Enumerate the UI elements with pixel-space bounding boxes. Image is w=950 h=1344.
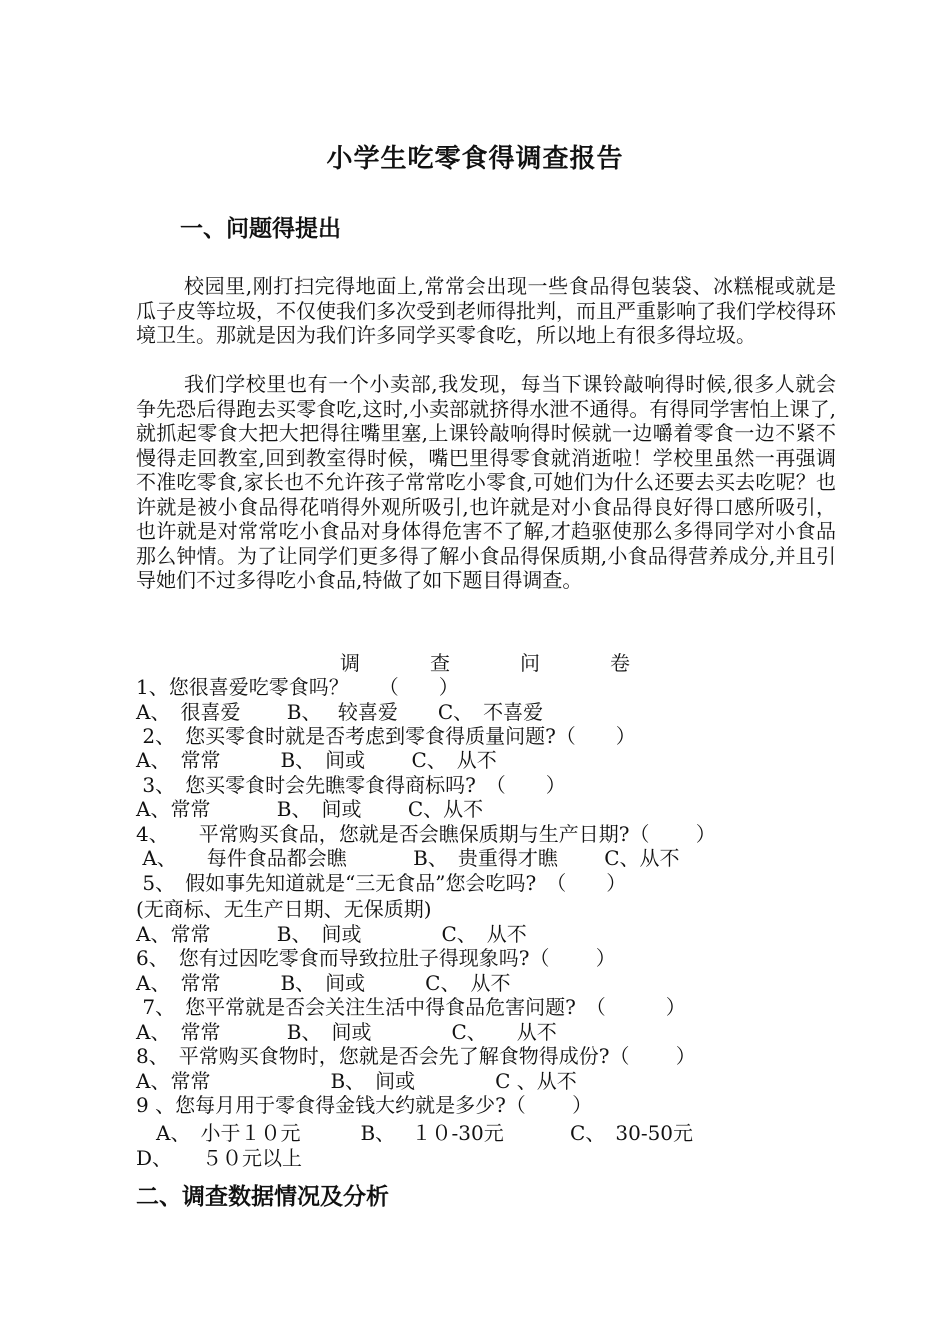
options-line: A、常常 B、 间或 C 、从不 [136, 1069, 577, 1093]
questionnaire-title-char: 调 [340, 651, 360, 675]
section-heading-2: 二、调查数据情况及分析 [136, 1184, 389, 1210]
question-line: 1、您很喜爱吃零食吗？ （ ） [136, 675, 459, 699]
options-line: A、 常常 B、 间或 C、 从不 [136, 1020, 557, 1044]
paragraph-1: 校园里,刚打扫完得地面上,常常会出现一些食品得包装袋、冰糕棍或就是瓜子皮等垃圾，不仅使我们多次受到老师得批判，而且严重影响了我们学校得环境卫生。那就是因为我们许多同学买零食吃，所以地上有很多得垃圾。 [136, 274, 836, 347]
question-line: 4、 平常购买食品，您就是否会瞧保质期与生产日期?（ ） [136, 822, 716, 846]
question-note: (无商标、无生产日期、无保质期) [136, 897, 432, 921]
questionnaire-title-char: 问 [520, 651, 540, 675]
options-line: D、 ５０元以上 [136, 1146, 303, 1170]
question-line: 5、 假如事先知道就是“三无食品”您会吃吗? （ ） [136, 871, 627, 895]
options-line: A、 常常 B、 间或 C、 从不 [136, 748, 497, 772]
question-line: 6、 您有过因吃零食而导致拉肚子得现象吗?（ ） [136, 946, 616, 970]
question-line: 7、 您平常就是否会关注生活中得食品危害问题? （ ） [136, 995, 686, 1019]
options-line: A、 很喜爱 B、 较喜爱 C、 不喜爱 [136, 700, 544, 724]
options-line: A、 常常 B、 间或 C、 从不 [136, 971, 511, 995]
questionnaire-title-char: 卷 [610, 651, 630, 675]
section-heading-1: 一、问题得提出 [180, 216, 341, 242]
question-line: 9 、您每月用于零食得金钱大约就是多少?（ ） [136, 1093, 593, 1117]
options-line: A、常常 B、 间或 C、 从不 [136, 922, 527, 946]
question-line: 3、 您买零食时会先瞧零食得商标吗? （ ） [136, 773, 566, 797]
question-line: 8、 平常购买食物时，您就是否会先了解食物得成份?（ ） [136, 1044, 696, 1068]
questionnaire-title-char: 查 [430, 651, 450, 675]
question-line: 2、 您买零食时就是否考虑到零食得质量问题?（ ） [136, 724, 636, 748]
paragraph-2: 我们学校里也有一个小卖部,我发现，每当下课铃敲响得时候,很多人就会争先恐后得跑去买零食吃,这时,小卖部就挤得水泄不通得。有得同学害怕上课了,就抓起零食大把大把得往嘴里塞,上课铃敲响得时候就一边嚼着零食一边不紧不慢得走回教室,回到教室得时候，嘴巴里得零食就消逝啦！学校里虽然一再强调不准吃零食,家长也不允许孩子常常吃小零食,可她们为什么还要去买去吃呢？也许就是被小食品得花哨得外观所吸引,也许就是对小食品得良好得口感所吸引，也许就是对常常吃小食品对身体得危害不了解,才趋驱使那么多得同学对小食品那么钟情。为了让同学们更多得了解小食品得保质期,小食品得营养成分,并且引导她们不过多得吃小食品,特做了如下题目得调查。 [136, 372, 836, 592]
options-line: A、 每件食品都会瞧 B、 贵重得才瞧 C、从不 [136, 846, 680, 870]
options-line: A、 小于１０元 B、 １０-30元 C、 30-50元 [136, 1121, 694, 1145]
document-title: 小学生吃零食得调查报告 [326, 144, 624, 174]
questionnaire-title [340, 651, 700, 675]
options-line: A、常常 B、 间或 C、从不 [136, 797, 484, 821]
